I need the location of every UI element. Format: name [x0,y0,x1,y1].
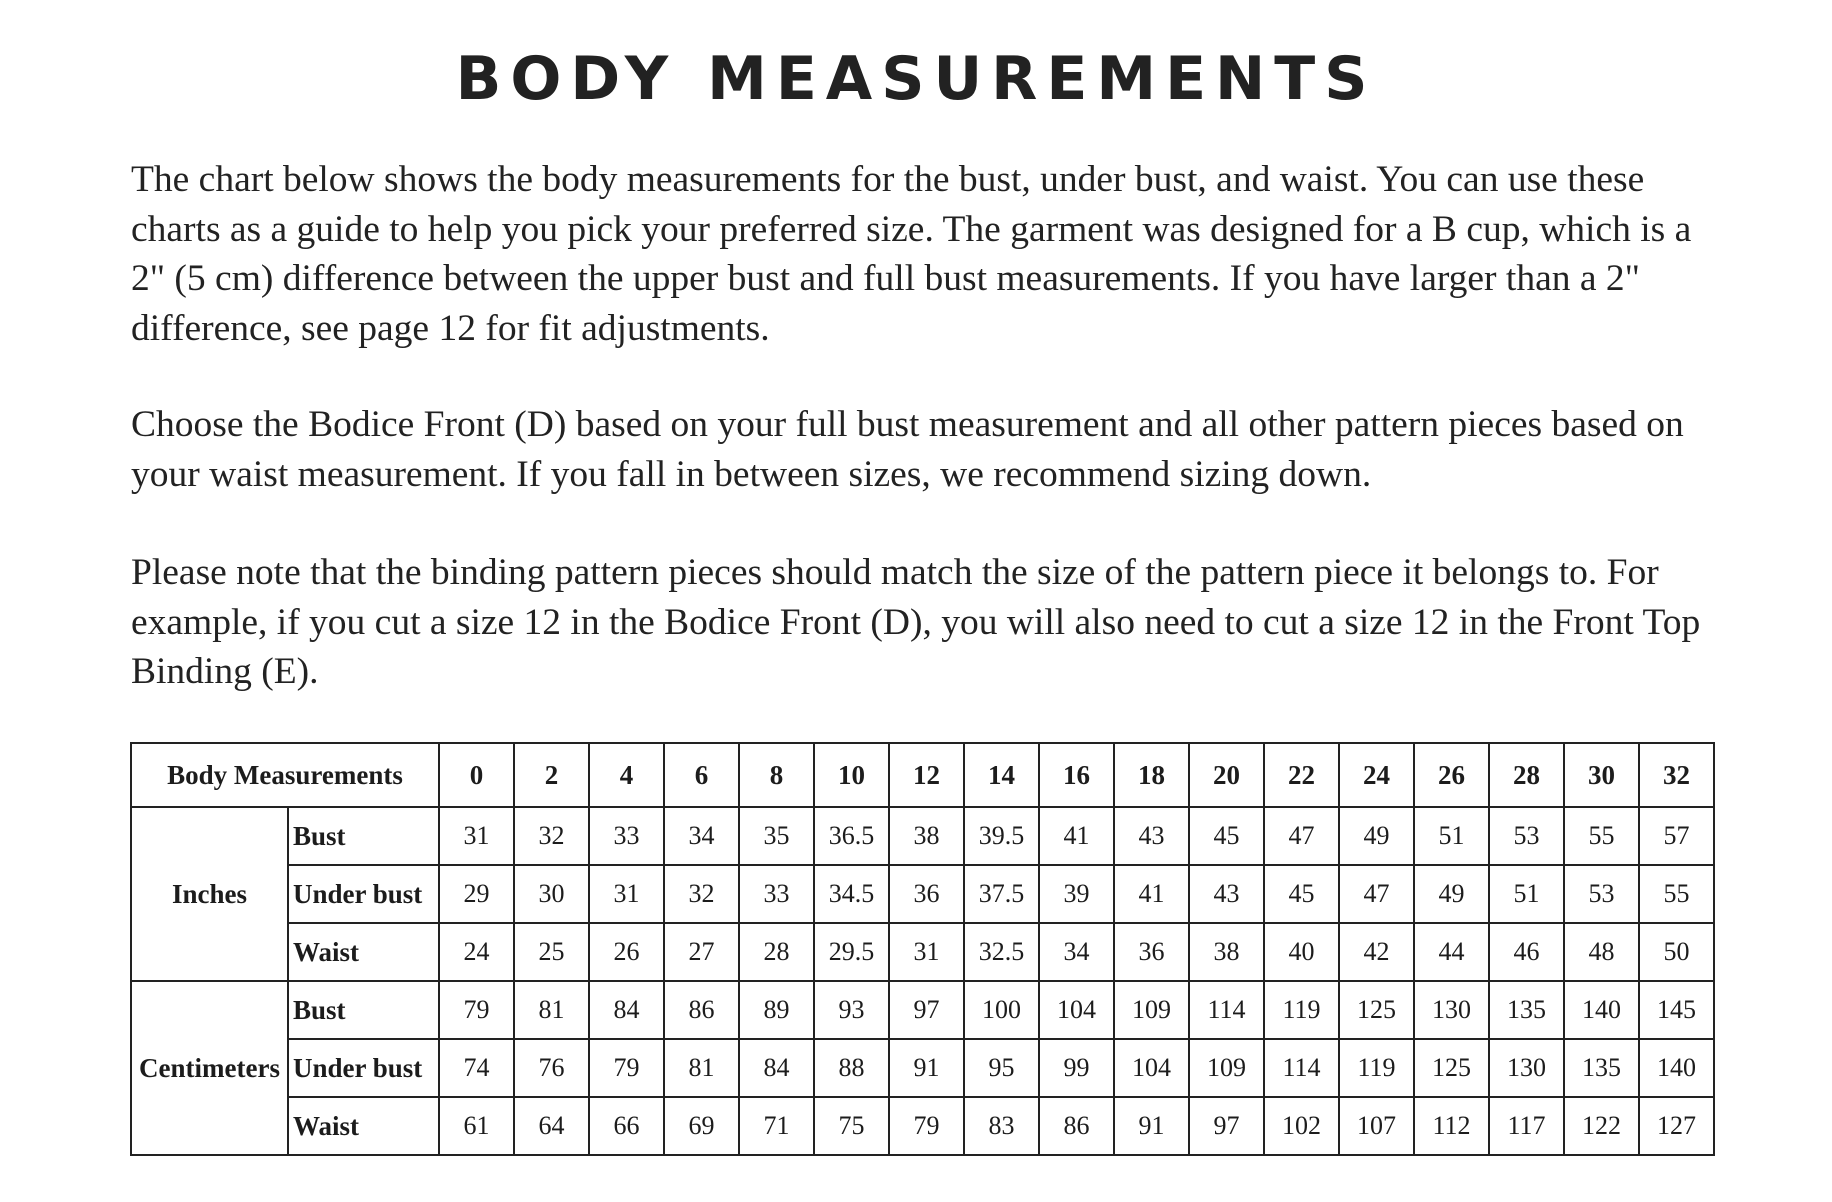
measurement-value: 79 [439,981,514,1039]
measurement-value: 81 [664,1039,739,1097]
measurement-value: 34.5 [814,865,889,923]
measurement-value: 57 [1639,807,1714,865]
measurement-value: 86 [1039,1097,1114,1155]
measurement-value: 36.5 [814,807,889,865]
measurement-value: 130 [1489,1039,1564,1097]
size-header: 30 [1564,743,1639,807]
measurement-value: 91 [1114,1097,1189,1155]
measurement-value: 31 [589,865,664,923]
measurement-value: 107 [1339,1097,1414,1155]
size-header: 20 [1189,743,1264,807]
measurement-value: 51 [1414,807,1489,865]
measurement-value: 31 [439,807,514,865]
measurement-value: 119 [1264,981,1339,1039]
measurement-value: 114 [1189,981,1264,1039]
measurement-value: 30 [514,865,589,923]
size-header: 8 [739,743,814,807]
measurement-value: 32 [514,807,589,865]
measurement-value: 76 [514,1039,589,1097]
measurement-value: 97 [889,981,964,1039]
measurement-value: 135 [1489,981,1564,1039]
measurement-value: 44 [1414,923,1489,981]
measurement-value: 55 [1639,865,1714,923]
measurement-value: 41 [1114,865,1189,923]
size-header: 28 [1489,743,1564,807]
measurement-value: 27 [664,923,739,981]
measurement-value: 53 [1564,865,1639,923]
size-header: 10 [814,743,889,807]
measurement-value: 69 [664,1097,739,1155]
measurement-value: 97 [1189,1097,1264,1155]
measurement-value: 51 [1489,865,1564,923]
measurement-value: 39.5 [964,807,1039,865]
size-header: 32 [1639,743,1714,807]
size-header: 0 [439,743,514,807]
measurement-value: 140 [1564,981,1639,1039]
measurement-value: 125 [1339,981,1414,1039]
unit-group-label: Inches [131,807,288,981]
measurement-value: 38 [1189,923,1264,981]
measurement-value: 33 [589,807,664,865]
measurement-value: 100 [964,981,1039,1039]
table-row [131,1097,1714,1155]
measurement-value: 34 [1039,923,1114,981]
measurement-value: 35 [739,807,814,865]
measurement-value: 40 [1264,923,1339,981]
measurement-value: 104 [1114,1039,1189,1097]
measurement-value: 37.5 [964,865,1039,923]
measurement-value: 130 [1414,981,1489,1039]
measurement-value: 32 [664,865,739,923]
measurement-value: 36 [1114,923,1189,981]
measurement-value: 48 [1564,923,1639,981]
measurement-label: Waist [288,1097,439,1155]
intro-paragraph: The chart below shows the body measurements for the bust, under bust, and waist. You can use these charts as a guide to help you pick your preferred size. The garment was designed for a B cup, which is a 2" (5 cm) difference between the upper bust and full bust measurements. If you have larger than a 2" difference, see page 12 for fit adjustments. [131,159,1692,349]
measurement-value: 47 [1264,807,1339,865]
size-header: 22 [1264,743,1339,807]
measurement-value: 135 [1564,1039,1639,1097]
measurement-value: 114 [1264,1039,1339,1097]
measurement-value: 117 [1489,1097,1564,1155]
measurement-value: 42 [1339,923,1414,981]
table-header-row [131,743,1714,807]
measurement-value: 119 [1339,1039,1414,1097]
measurement-value: 83 [964,1097,1039,1155]
measurement-value: 50 [1639,923,1714,981]
unit-group-label: Centimeters [131,981,288,1155]
measurement-value: 29 [439,865,514,923]
size-header: 2 [514,743,589,807]
measurement-value: 79 [889,1097,964,1155]
measurement-value: 43 [1114,807,1189,865]
measurement-value: 84 [589,981,664,1039]
measurement-value: 41 [1039,807,1114,865]
table-row [131,807,1714,865]
page-title: BODY MEASUREMENTS [455,44,1377,114]
measurement-value: 112 [1414,1097,1489,1155]
measurement-value: 32.5 [964,923,1039,981]
measurement-value: 89 [739,981,814,1039]
measurement-value: 104 [1039,981,1114,1039]
measurement-value: 122 [1564,1097,1639,1155]
measurement-value: 79 [589,1039,664,1097]
measurement-value: 71 [739,1097,814,1155]
measurement-value: 33 [739,865,814,923]
table-corner-label: Body Measurements [131,743,439,807]
measurement-value: 86 [664,981,739,1039]
measurement-label: Bust [288,807,439,865]
sizing-paragraph: Choose the Bodice Front (D) based on your full bust measurement and all other pattern pieces based on your waist measurement. If you fall in between sizes, we recommend sizing down. [131,404,1684,495]
measurement-value: 81 [514,981,589,1039]
measurement-value: 34 [664,807,739,865]
size-header: 16 [1039,743,1114,807]
measurement-value: 95 [964,1039,1039,1097]
table-row [131,981,1714,1039]
measurement-value: 45 [1189,807,1264,865]
measurement-value: 88 [814,1039,889,1097]
measurement-value: 84 [739,1039,814,1097]
size-header: 6 [664,743,739,807]
size-header: 4 [589,743,664,807]
measurement-value: 46 [1489,923,1564,981]
measurement-value: 53 [1489,807,1564,865]
body-measurements-table [130,742,1715,1156]
measurement-value: 102 [1264,1097,1339,1155]
measurement-value: 64 [514,1097,589,1155]
measurement-value: 49 [1414,865,1489,923]
measurement-value: 31 [889,923,964,981]
measurement-value: 125 [1414,1039,1489,1097]
binding-note-paragraph: Please note that the binding pattern pieces should match the size of the pattern piece it belongs to. For example, if you cut a size 12 in the Bodice Front (D), you will also need to cut a size 12 in the Front Top Binding (E). [131,552,1701,692]
table-row [131,1039,1714,1097]
measurement-value: 75 [814,1097,889,1155]
size-header: 14 [964,743,1039,807]
measurement-label: Under bust [288,1039,439,1097]
measurement-value: 74 [439,1039,514,1097]
size-header: 26 [1414,743,1489,807]
measurement-label: Waist [288,923,439,981]
measurement-value: 66 [589,1097,664,1155]
measurement-value: 55 [1564,807,1639,865]
table-row [131,923,1714,981]
measurement-value: 145 [1639,981,1714,1039]
measurement-value: 26 [589,923,664,981]
measurement-value: 91 [889,1039,964,1097]
measurement-value: 109 [1114,981,1189,1039]
measurement-value: 61 [439,1097,514,1155]
measurement-value: 93 [814,981,889,1039]
size-header: 12 [889,743,964,807]
size-header: 24 [1339,743,1414,807]
measurement-label: Bust [288,981,439,1039]
measurement-value: 99 [1039,1039,1114,1097]
measurement-value: 43 [1189,865,1264,923]
measurement-value: 38 [889,807,964,865]
measurement-value: 36 [889,865,964,923]
measurement-value: 24 [439,923,514,981]
measurement-value: 29.5 [814,923,889,981]
measurement-value: 140 [1639,1039,1714,1097]
size-header: 18 [1114,743,1189,807]
measurement-value: 45 [1264,865,1339,923]
measurement-value: 127 [1639,1097,1714,1155]
measurement-value: 109 [1189,1039,1264,1097]
measurement-value: 39 [1039,865,1114,923]
measurement-value: 28 [739,923,814,981]
table-row [131,865,1714,923]
measurement-value: 47 [1339,865,1414,923]
measurement-value: 49 [1339,807,1414,865]
measurement-value: 25 [514,923,589,981]
measurement-label: Under bust [288,865,439,923]
